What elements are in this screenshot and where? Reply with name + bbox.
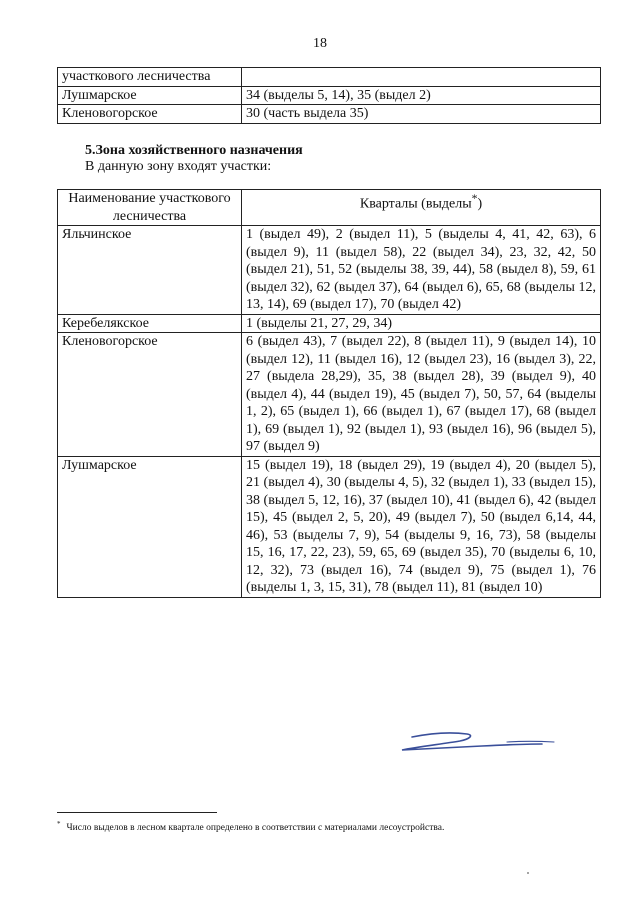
table-cell-name: Керебелякское [58, 314, 242, 333]
table-cell-name: Лушмарское [58, 456, 242, 597]
table-row [58, 314, 601, 333]
header-name: Наименование участкового лесничества [58, 190, 242, 226]
footnote-text: Число выделов в лесном квартале определено в соответствии с материалами лесоустройства. [66, 823, 445, 834]
table-cell-quarters [242, 68, 601, 87]
footnote-divider [57, 812, 217, 813]
table-row [58, 86, 601, 105]
table-row [58, 226, 601, 315]
table-row [58, 105, 601, 124]
header-quarters-tail: ) [477, 196, 483, 212]
scan-speck [527, 872, 529, 874]
zone-table [57, 189, 601, 598]
section-title: 5.Зона хозяйственного назначения [85, 143, 303, 158]
table-cell-name: Кленовогорское [58, 105, 242, 124]
header-quarters-label: Кварталы (выделы [359, 196, 472, 212]
table-cell-name: Кленовогорское [58, 333, 242, 457]
table-cell-name: участкового лесничества [58, 68, 242, 87]
table-cell-quarters: 34 (выделы 5, 14), 35 (выдел 2) [242, 86, 601, 105]
table-cell-quarters: 6 (выдел 43), 7 (выдел 22), 8 (выдел 11), 9 (выдел 14), 10 (выдел 12), 11 (выдел 16), 12 (выдел 23), 16 (выдел 3), 22, 27 (выдела 28,29), 35, 38 (выдел 28), 39 (выдел 9), 40 (выдел 4), 44 (выдел 19), 45 (выдел 7), 50, 57, 64 (выделы 1, 2), 65 (выдел 1), 66 (выдел 1), 67 (выдел 17), 68 (выдел 1), 69 (выдел 1), 92 (выдел 1), 93 (выдел 16), 96 (выдел 5), 97 (выдел 9) [242, 333, 601, 457]
table-row [58, 456, 601, 597]
continued-table [57, 67, 601, 124]
footnote [57, 820, 444, 833]
table-cell-quarters: 1 (выделы 21, 27, 29, 34) [242, 314, 601, 333]
table-cell-quarters: 30 (часть выдела 35) [242, 105, 601, 124]
table-cell-quarters: 15 (выдел 19), 18 (выдел 29), 19 (выдел 4), 20 (выдел 5), 21 (выдел 4), 30 (выделы 4, 5), 32 (выдел 1), 33 (выдел 15), 38 (выдел 5, 12, 16), 37 (выдел 10), 41 (выдел 6), 42 (выдел 15), 45 (выдел 2, 5, 20), 49 (выдел 7), 50 (выдел 6,14, 44, 46), 53 (выделы 7, 9), 54 (выделы 9, 16, 73), 58 (выделы 15, 16, 17, 22, 23), 59, 65, 69 (выдел 35), 70 (выделы 6, 10, 12, 32), 73 (выдел 16), 74 (выдел 9), 75 (выдел 1), 76 (выделы 1, 3, 15, 31), 78 (выдел 11), 81 (выдел 10) [242, 456, 601, 597]
footnote-mark: * [471, 192, 478, 205]
table-cell-name: Лушмарское [58, 86, 242, 105]
table-cell-quarters: 1 (выдел 49), 2 (выдел 11), 5 (выделы 4, 41, 42, 63), 6 (выдел 9), 11 (выдел 58), 22 (выдел 34), 23, 32, 42, 50 (выдел 21), 51, 52 (выделы 38, 39, 44), 58 (выдел 8), 59, 61 (выдел 32), 62 (выдел 37), 64 (выдел 6), 65, 68 (выделы 12, 13, 14), 69 (выдел 17), 70 (выдел 42) [242, 226, 601, 315]
page-number: 18 [313, 36, 327, 51]
footnote-marker: * [57, 820, 61, 828]
section-intro: В данную зону входят участки: [85, 159, 272, 174]
table-row [58, 333, 601, 457]
table-cell-name: Яльчинское [58, 226, 242, 315]
header-quarters [242, 190, 601, 226]
table-header-row [58, 190, 601, 226]
table-row [58, 68, 601, 87]
signature-image [382, 725, 562, 759]
